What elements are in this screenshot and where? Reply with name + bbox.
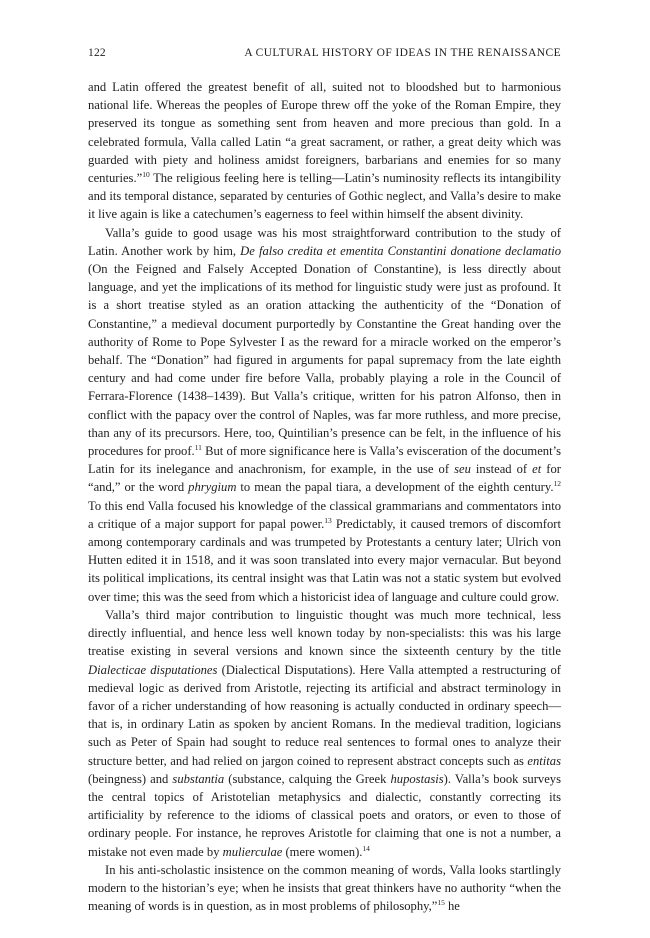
italic-term: entitas [527, 753, 561, 768]
text-run: he [444, 899, 460, 914]
footnote-ref: 11 [194, 443, 202, 453]
text-run: (substance, calquing the Greek [224, 771, 391, 786]
paragraph [88, 224, 561, 606]
text-run: Predictably, it caused tremors of discomfort among contemporary cardinals and was trumpeted by Protestants a century later; Ulrich von Hutten edited it in 1518, and it was soon translated into every major vernacular. But beyond its political implications, its central insight was that Latin was not a static system but evolved over time; this was the seed from which a historicist idea of language and culture could grow. [88, 516, 561, 604]
text-run: (Dialectical Disputations). Here Valla attempted a restructuring of medieval logic as derived from Aristotle, rejecting its artificial and abstract terminology in favor of a richer understanding of how reasoning is actually conducted in ordinary speech—that is, in ordinary Latin as spoken by ancient Romans. In the medieval tradition, logicians such as Peter of Spain had sought to reduce real sentences to formal ones to analyze their structure better, and had relied on jargon coined to represent abstract concepts such as [88, 662, 561, 768]
text-run: (mere women). [282, 844, 363, 859]
italic-term: substantia [172, 771, 225, 786]
page-number: 122 [88, 47, 106, 59]
text-run: To this end Valla focused his knowledge of the classical grammarians and commentators into a critique of a major support for papal power. [88, 498, 561, 531]
italic-term: Dialecticae disputationes [88, 662, 218, 677]
italic-term: mulierculae [222, 844, 283, 859]
text-run: (beingness) and [88, 771, 173, 786]
italic-term: phrygium [188, 480, 237, 495]
running-title: A CULTURAL HISTORY OF IDEAS IN THE RENAISSANCE [244, 47, 561, 59]
running-header [88, 45, 561, 61]
text-run: But of more significance here is Valla’s evisceration of the document’s Latin for its inelegance and anachronism, for example, in the use of [88, 444, 561, 477]
text-run: In his anti-scholastic insistence on the common meaning of words, Valla looks startlingly modern to the historian’s eye; when he insists that great thinkers have no authority “when the meaning of words is in question, as in most problems of philosophy,” [88, 862, 561, 914]
text-run: (On the Feigned and Falsely Accepted Donation of Constantine), is less directly about language, and yet the implications of its method for linguistic study were just as profound. It is a short treatise styled as an oration attacking the authenticity of the “Donation of Constantine,” a medieval document purportedly by Constantine the Great handing over the authority of Rome to Pope Sylvester I as the reward for a miracle worked on the emperor’s behalf. The “Donation” had figured in arguments for papal supremacy from the late eighth century and had come under fire before Valla, probably playing a role in the Council of Ferrara-Florence (1438–1439). But Valla’s critique, written for his patron Alfonso, then in conflict with the papacy over the control of Naples, was far more ruthless, and more precise, than any of its precursors. Here, too, Quintilian’s presence can be felt, in the influence of his procedures for proof. [88, 262, 561, 459]
text-run: and Latin offered the greatest benefit of all, suited not to bloodshed but to harmonious national life. Whereas the peoples of Europe threw off the yoke of the Roman Empire, they preserved its tongue as something sent from heaven and more precious than gold. In a celebrated formula, Valla called Latin “a great sacrament, or rather, a great deity which was guarded with piety and holiness amidst foreigners, barbarians and enemies for so many centuries.” [88, 80, 561, 186]
footnote-ref: 14 [362, 843, 370, 853]
footnote-ref: 13 [324, 515, 332, 525]
footnote-ref: 12 [553, 479, 561, 489]
italic-term: et [532, 462, 542, 477]
footnote-ref: 15 [437, 898, 445, 908]
body-text [88, 78, 561, 915]
paragraph [88, 78, 561, 224]
italic-term: De falso credita et ementita Constantini donatione declamatio [240, 243, 561, 258]
text-run: instead of [470, 462, 533, 477]
paragraph [88, 861, 561, 916]
footnote-ref: 10 [142, 170, 150, 180]
text-run: The religious feeling here is telling—Latin’s numinosity reflects its intangibility and its temporal distance, separated by centuries of Gothic neglect, and Valla’s desire to make it live again is like a catechumen’s eagerness to feel within himself the absent divinity. [88, 171, 561, 222]
text-run: for “and,” or the word [88, 462, 561, 495]
paragraph [88, 606, 561, 861]
text-run: Valla’s third major contribution to linguistic thought was much more technical, less directly influential, and hence less well known today by non-specialists: this was his large treatise existing in several versions and known since the sixteenth century by the title [88, 607, 561, 659]
text-run: to mean the papal tiara, a development of the eighth century. [236, 480, 554, 495]
italic-term: seu [454, 462, 471, 477]
text-run: ). Valla’s book surveys the central topics of Aristotelian metaphysics and dialectic, constantly correcting its artificiality by reference to the idioms of classical poets and orators, or even to those of ordinary people. For instance, he reproves Aristotle for claiming that one is not a number, a mistake not even made by [88, 771, 561, 859]
text-run: Valla’s guide to good usage was his most straightforward contribution to the study of Latin. Another work by him, [88, 225, 561, 258]
italic-term: hupostasis [390, 771, 444, 786]
